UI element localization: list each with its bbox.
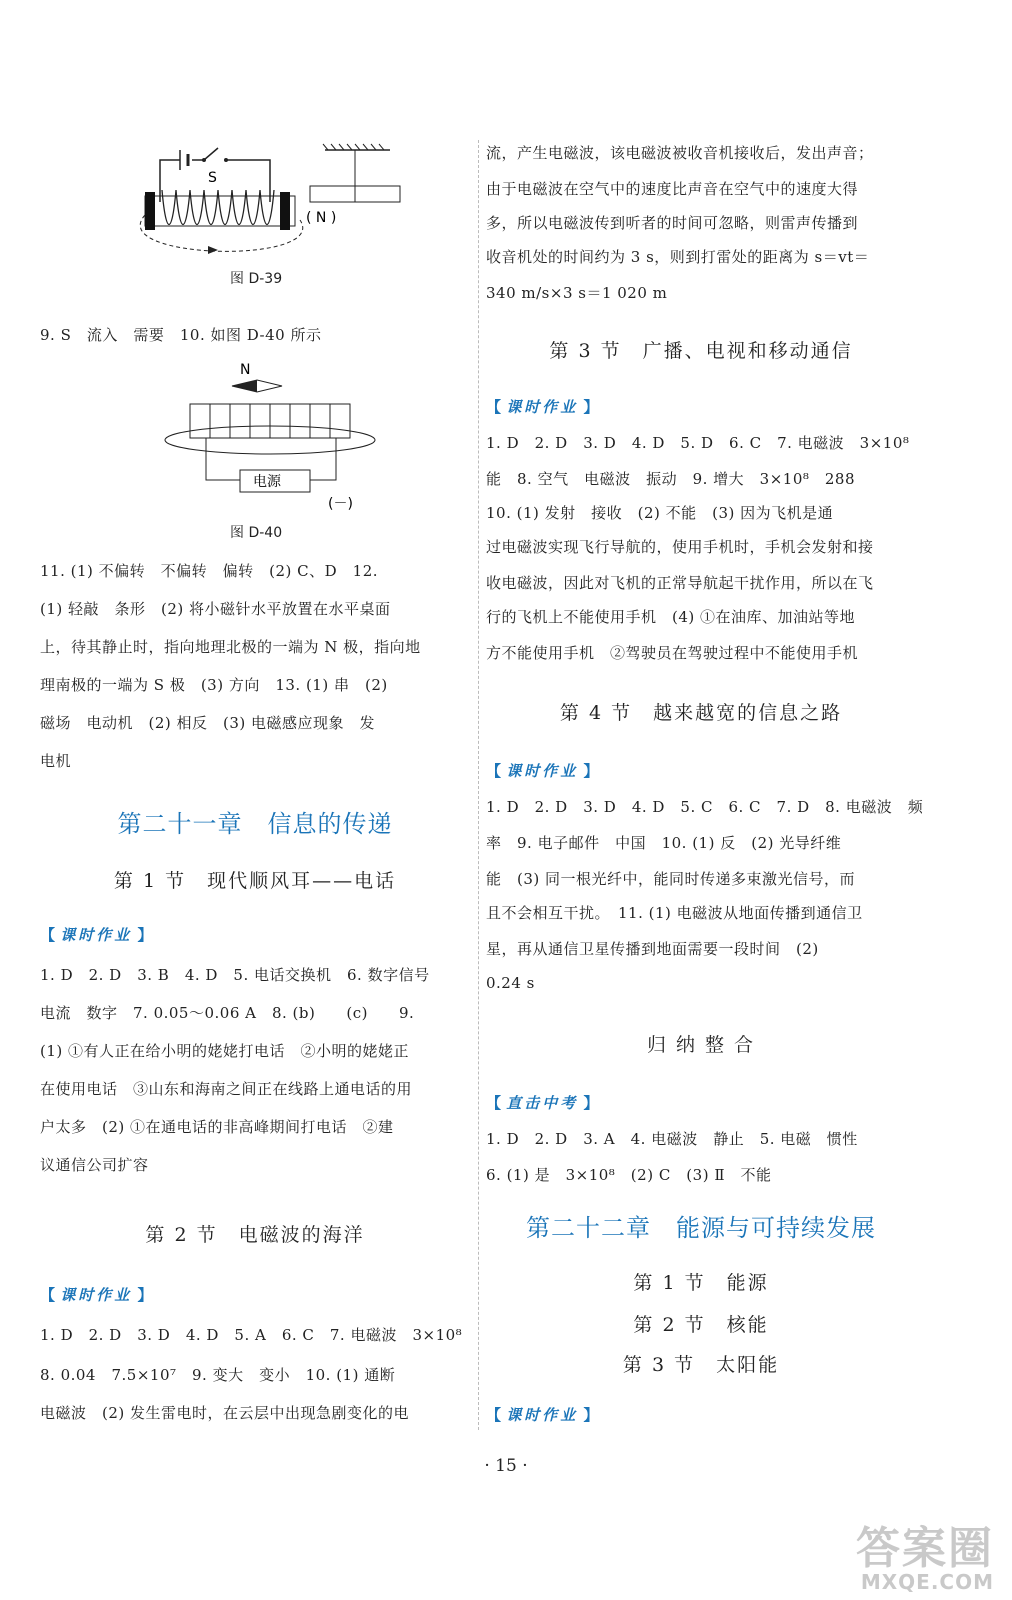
answer-line: 0.24 s: [486, 974, 535, 992]
answer-line: 行的飞机上不能使用手机 (4) ①在油库、加油站等地: [486, 608, 856, 626]
answer-line: (1) 轻敲 条形 (2) 将小磁针水平放置在水平桌面: [40, 600, 391, 618]
answer-line: 能 8. 空气 电磁波 振动 9. 增大 3×10⁸ 288: [486, 470, 856, 488]
chapter-22-title: 第二十二章 能源与可持续发展: [526, 1214, 876, 1242]
answer-line: 1. D 2. D 3. D 4. D 5. C 6. C 7. D 8. 电磁波 频: [486, 798, 924, 816]
switch-label: S: [208, 170, 217, 186]
answer-line: 1. D 2. D 3. D 4. D 5. A 6. C 7. 电磁波 3×10⁸: [40, 1326, 463, 1344]
pole-label-d39: ( N ): [306, 210, 337, 226]
section-2-tag: 【 课时作业 】: [40, 1286, 153, 1304]
answer-line: 收音机处的时间约为 3 s，则到打雷处的距离为 s＝vt＝: [486, 248, 870, 266]
answer-line: 11. (1) 不偏转 不偏转 偏转 (2) C、D 12.: [40, 562, 379, 580]
answer-line: 9. S 流入 需要 10. 如图 D-40 所示: [40, 326, 322, 344]
answer-line: 收电磁波，因此对飞机的正常导航起干扰作用，所以在飞: [486, 574, 874, 592]
summary-title: 归 纳 整 合: [646, 1034, 756, 1056]
answer-line: 1. D 2. D 3. A 4. 电磁波 静止 5. 电磁 惯性: [486, 1130, 858, 1148]
chapter-21-title: 第二十一章 信息的传递: [117, 810, 393, 838]
chapter-22-tag: 【 课时作业 】: [486, 1406, 599, 1424]
answer-line: 8. 0.04 7.5×10⁷ 9. 变大 变小 10. (1) 通断: [40, 1366, 396, 1384]
section-4-tag: 【 课时作业 】: [486, 762, 599, 780]
answer-line: 电机: [40, 752, 72, 770]
section-3-title: 第 3 节 广播、电视和移动通信: [549, 340, 853, 362]
answer-line: 上，待其静止时，指向地理北极的一端为 N 极，指向地: [40, 638, 421, 656]
figure-d40: [160, 360, 390, 520]
answer-line: 1. D 2. D 3. B 4. D 5. 电话交换机 6. 数字信号: [40, 966, 430, 984]
section-1-title: 第 1 节 现代顺风耳——电话: [113, 870, 397, 892]
answer-line: 磁场 电动机 (2) 相反 (3) 电磁感应现象 发: [40, 714, 376, 732]
terminal-label: (－): [328, 496, 353, 512]
answer-line: 6. (1) 是 3×10⁸ (2) C (3) Ⅱ 不能: [486, 1166, 772, 1184]
answer-line: 340 m/s×3 s＝1 020 m: [486, 284, 668, 302]
summary-tag: 【 直击中考 】: [486, 1094, 599, 1112]
section-1-tag: 【 课时作业 】: [40, 926, 153, 944]
watermark-logo: [856, 1512, 994, 1594]
answer-line: 理南极的一端为 S 极 (3) 方向 13. (1) 串 (2): [40, 676, 388, 694]
section-2-title: 第 2 节 电磁波的海洋: [145, 1224, 365, 1246]
answer-line: 过电磁波实现飞行导航的，使用手机时，手机会发射和接: [486, 538, 874, 556]
watermark-text: 答案圈: [856, 1523, 994, 1574]
section-3-tag: 【 课时作业 】: [486, 398, 599, 416]
answer-line: 星，再从通信卫星传播到地面需要一段时间 (2): [486, 940, 819, 958]
chapter-22-sub-2: 第 2 节 核能: [633, 1314, 769, 1336]
answer-line: (1) ①有人正在给小明的姥姥打电话 ②小明的姥姥正: [40, 1042, 410, 1060]
answer-line: 由于电磁波在空气中的速度比声音在空气中的速度大得: [486, 180, 859, 198]
answer-line: 多，所以电磁波传到听者的时间可忽略，则雷声传播到: [486, 214, 859, 232]
answer-line: 且不会相互干扰。 11. (1) 电磁波从地面传播到通信卫: [486, 904, 863, 922]
column-divider: [478, 140, 479, 1430]
chapter-22-sub-3: 第 3 节 太阳能: [622, 1354, 780, 1376]
figure-d39: [100, 140, 430, 260]
section-4-title: 第 4 节 越来越宽的信息之路: [559, 702, 843, 724]
answer-line: 电流 数字 7. 0.05～0.06 A 8. (b) (c) 9.: [40, 1004, 415, 1022]
figure-d40-caption: 图 D-40: [230, 525, 283, 541]
answer-line: 方不能使用手机 ②驾驶员在驾驶过程中不能使用手机: [486, 644, 859, 662]
answer-line: 能 (3) 同一根光纤中，能同时传递多束激光信号，而: [486, 870, 856, 888]
watermark-url: MXQE.COM: [860, 1570, 994, 1594]
answer-line: 议通信公司扩容: [40, 1156, 149, 1174]
answer-line: 10. (1) 发射 接收 (2) 不能 (3) 因为飞机是通: [486, 504, 834, 522]
answer-line: 电磁波 (2) 发生雷电时，在云层中出现急剧变化的电: [40, 1404, 410, 1422]
chapter-22-sub-1: 第 1 节 能源: [633, 1272, 769, 1294]
answer-line: 户太多 (2) ①在通电话的非高峰期间打电话 ②建: [40, 1118, 394, 1136]
answer-line: 1. D 2. D 3. D 4. D 5. D 6. C 7. 电磁波 3×10⁸: [486, 434, 910, 452]
answer-line: 率 9. 电子邮件 中国 10. (1) 反 (2) 光导纤维: [486, 834, 842, 852]
figure-d39-caption: 图 D-39: [230, 271, 283, 287]
source-label: 电源: [253, 474, 281, 490]
page-number: · 15 ·: [484, 1456, 528, 1476]
pole-label-d40: N: [240, 362, 251, 378]
answer-line: 在使用电话 ③山东和海南之间正在线路上通电话的用: [40, 1080, 413, 1098]
answer-line: 流，产生电磁波，该电磁波被收音机接收后，发出声音；: [486, 144, 874, 162]
